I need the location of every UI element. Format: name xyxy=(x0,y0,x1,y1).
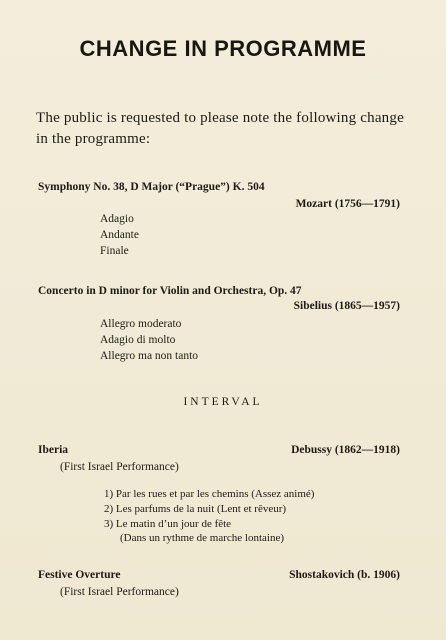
interval-heading: INTERVAL xyxy=(183,396,263,408)
movement: Allegro ma non tanto xyxy=(100,350,199,362)
work-title-sibelius: Concerto in D minor for Violin and Orchestra, Op. 47 xyxy=(38,285,302,297)
movement: Finale xyxy=(100,245,129,257)
iberia-part: 2) Les parfums de la nuit (Lent et rêveur) xyxy=(104,503,287,515)
iberia-part: (Dans un rythme de marche lontaine) xyxy=(120,532,285,544)
iberia-part: 3) Le matin d’un jour de fête xyxy=(104,518,232,530)
movement: Adagio xyxy=(100,213,134,225)
composer-sibelius: Sibelius (1865—1957) xyxy=(293,300,400,312)
iberia-part: 1) Par les rues et par les chemins (Assez animé) xyxy=(104,488,315,500)
movement: Andante xyxy=(100,229,139,241)
composer-mozart: Mozart (1756—1791) xyxy=(295,198,400,210)
page-title: CHANGE IN PROGRAMME xyxy=(79,36,367,61)
movement: Allegro moderato xyxy=(100,318,182,330)
performance-note: (First Israel Performance) xyxy=(60,586,179,598)
composer-shostakovich: Shostakovich (b. 1906) xyxy=(289,569,400,581)
intro-notice: The public is requested to please note the following change in the programme: xyxy=(36,110,404,147)
work-title-festive-overture: Festive Overture xyxy=(38,569,121,581)
composer-debussy: Debussy (1862—1918) xyxy=(291,444,400,456)
movement: Adagio di molto xyxy=(100,334,176,346)
performance-note: (First Israel Performance) xyxy=(60,461,179,473)
work-title-iberia: Iberia xyxy=(38,444,69,456)
work-title-mozart: Symphony No. 38, D Major (“Prague”) K. 504 xyxy=(38,181,265,193)
